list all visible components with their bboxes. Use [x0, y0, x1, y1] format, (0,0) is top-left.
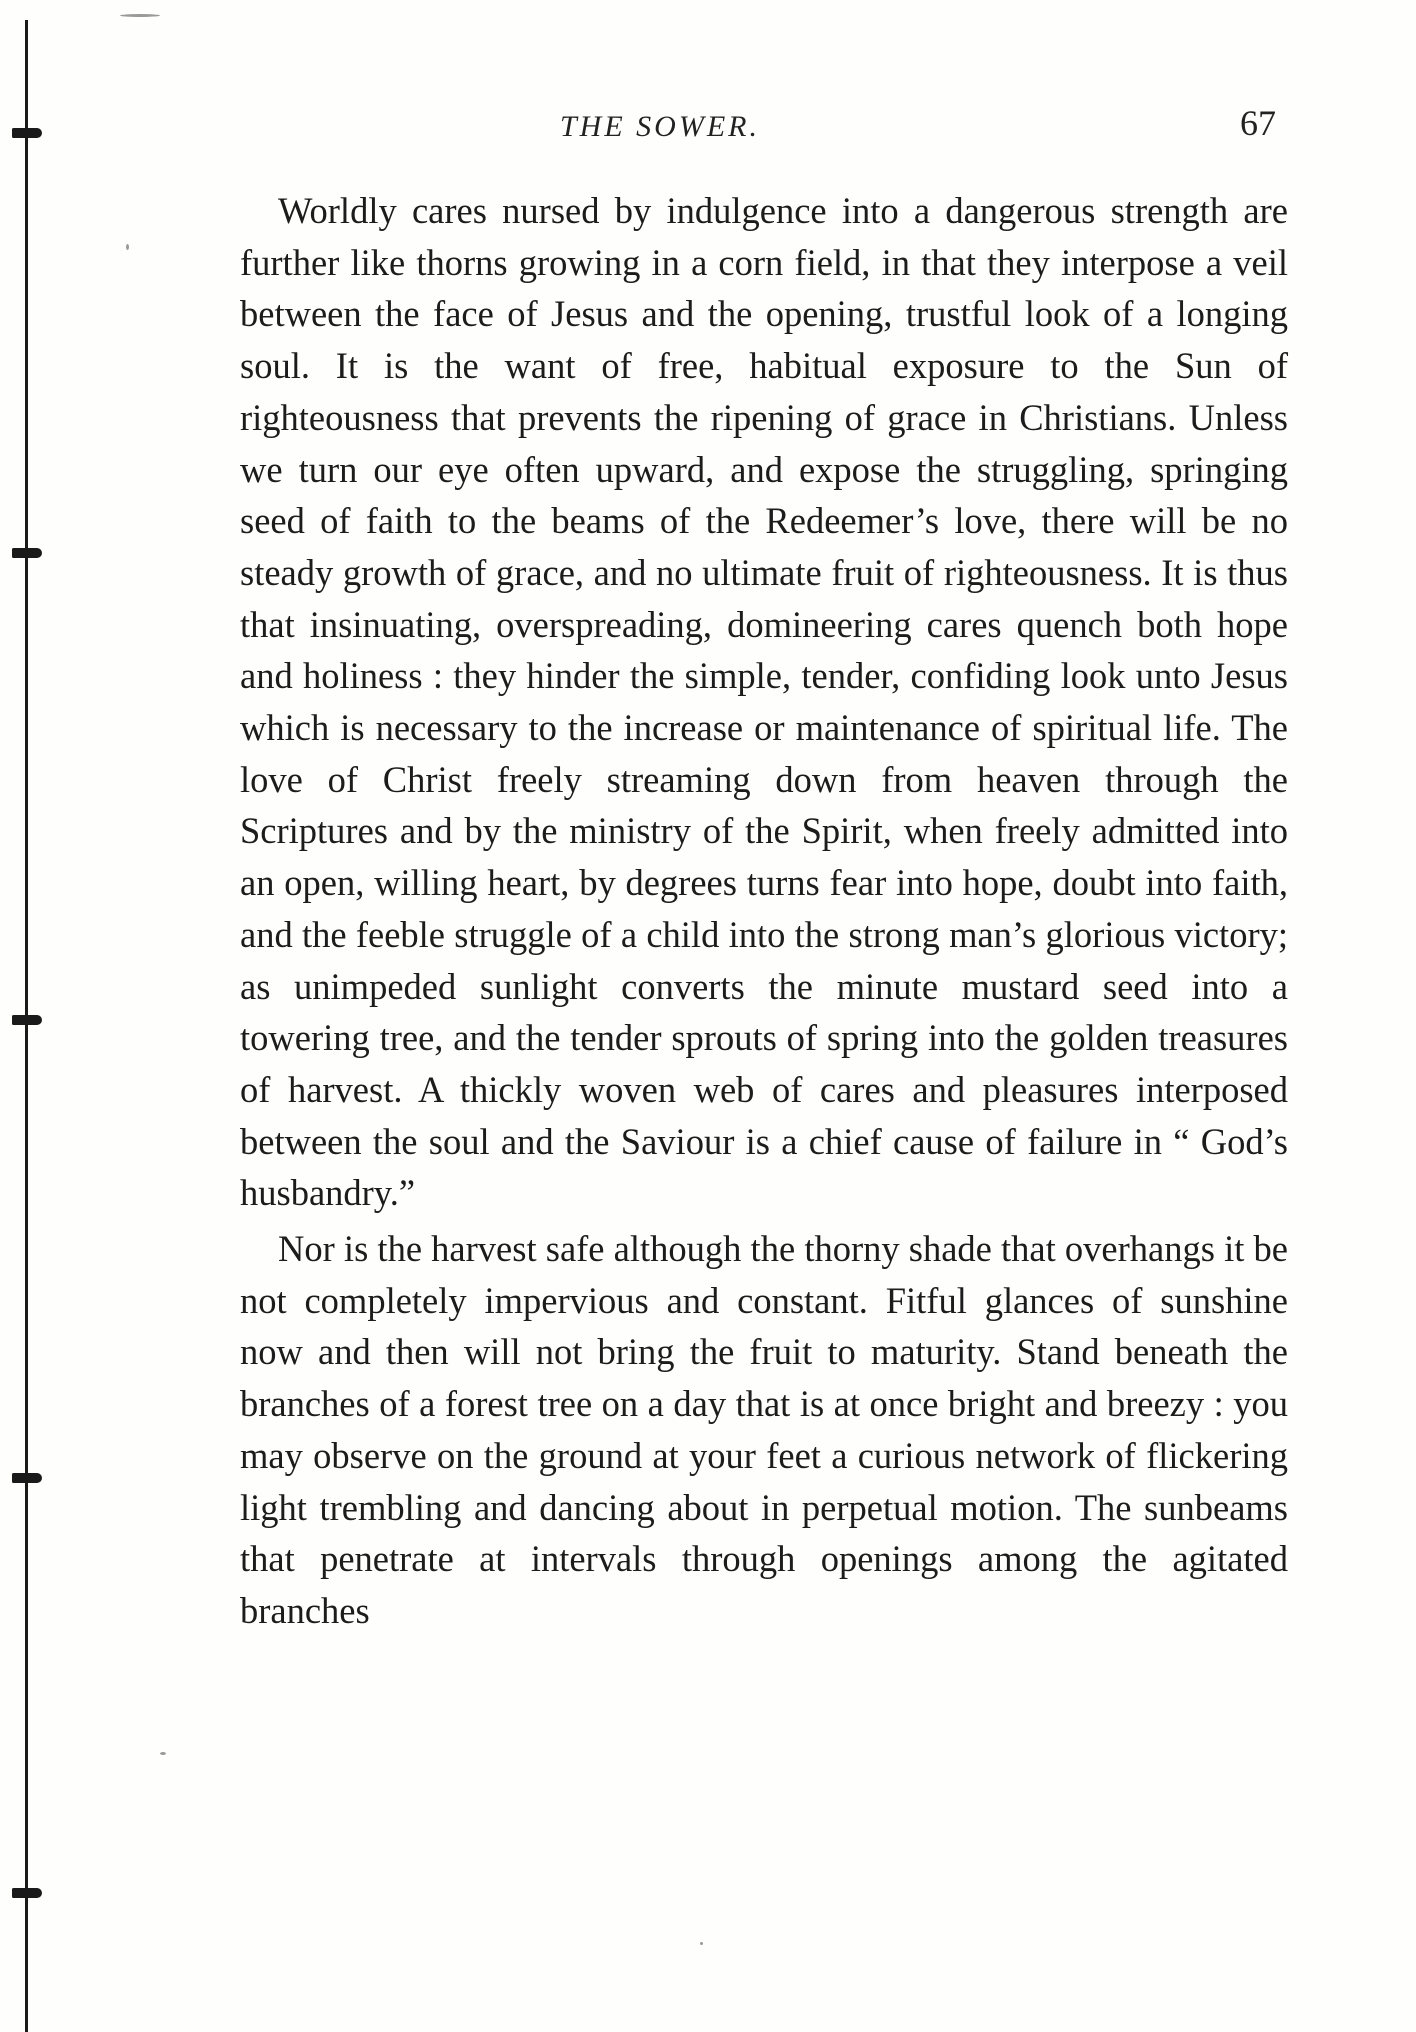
binding-stitch [12, 1888, 42, 1898]
scan-speck [120, 14, 160, 17]
scan-speck [700, 1942, 703, 1945]
paragraph: Nor is the harvest safe although the thorny shade that overhangs it be not completely impervious and constant. Fitful glances of sunshine now and then will not bring the fruit to maturity. Stand beneath the branches of a forest tree on a day that is at once bright and breezy : you may observe on the ground at your feet a curious network of flickering light trembling and dancing about in perpetual motion. The sunbeams that penetrate at intervals through openings among the agitated branches [240, 1228, 1288, 1631]
paragraph: Worldly cares nursed by indulgence into a dangerous strength are further like thorns growing in a corn field, in that they interpose a veil between the face of Jesus and the opening, trustful look of a longing soul. It is the want of free, habitual exposure to the Sun of righteousness that prevents the ripening of grace in Christians. Unless we turn our eye often upward, and expose the struggling, springing seed of faith to the beams of the Redeemer’s love, there will be no steady growth of grace, and no ultimate fruit of righteousness. It is thus that insinuating, overspreading, domineering cares quench both hope and holiness : they hinder the simple, tender, confiding look unto Jesus which is necessary to the increase or maintenance of spiritual life. The love of Christ freely streaming down from heaven through the Scriptures and by the ministry of the Spirit, when freely admitted into an open, willing heart, by degrees turns fear into hope, doubt into faith, and the feeble struggle of a child into the strong man’s glorious victory; as unimpeded sunlight converts the minute mustard seed into a towering tree, and the tender sprouts of spring into the golden treasures of harvest. A thickly woven web of cares and pleasures interposed between the soul and the Saviour is a chief cause of failure in “ God’s husbandry.” [240, 190, 1288, 1214]
binding-stitch [12, 1015, 42, 1025]
binding-stitch [12, 548, 42, 558]
binding-stitch [12, 1473, 42, 1483]
page-header [0, 103, 1416, 150]
body-text [240, 185, 1288, 1637]
scan-speck [160, 1752, 166, 1755]
binding-line [25, 20, 28, 2032]
running-head: THE SOWER. [560, 110, 760, 143]
page-number: 67 [1240, 103, 1276, 143]
scan-speck [126, 244, 129, 250]
